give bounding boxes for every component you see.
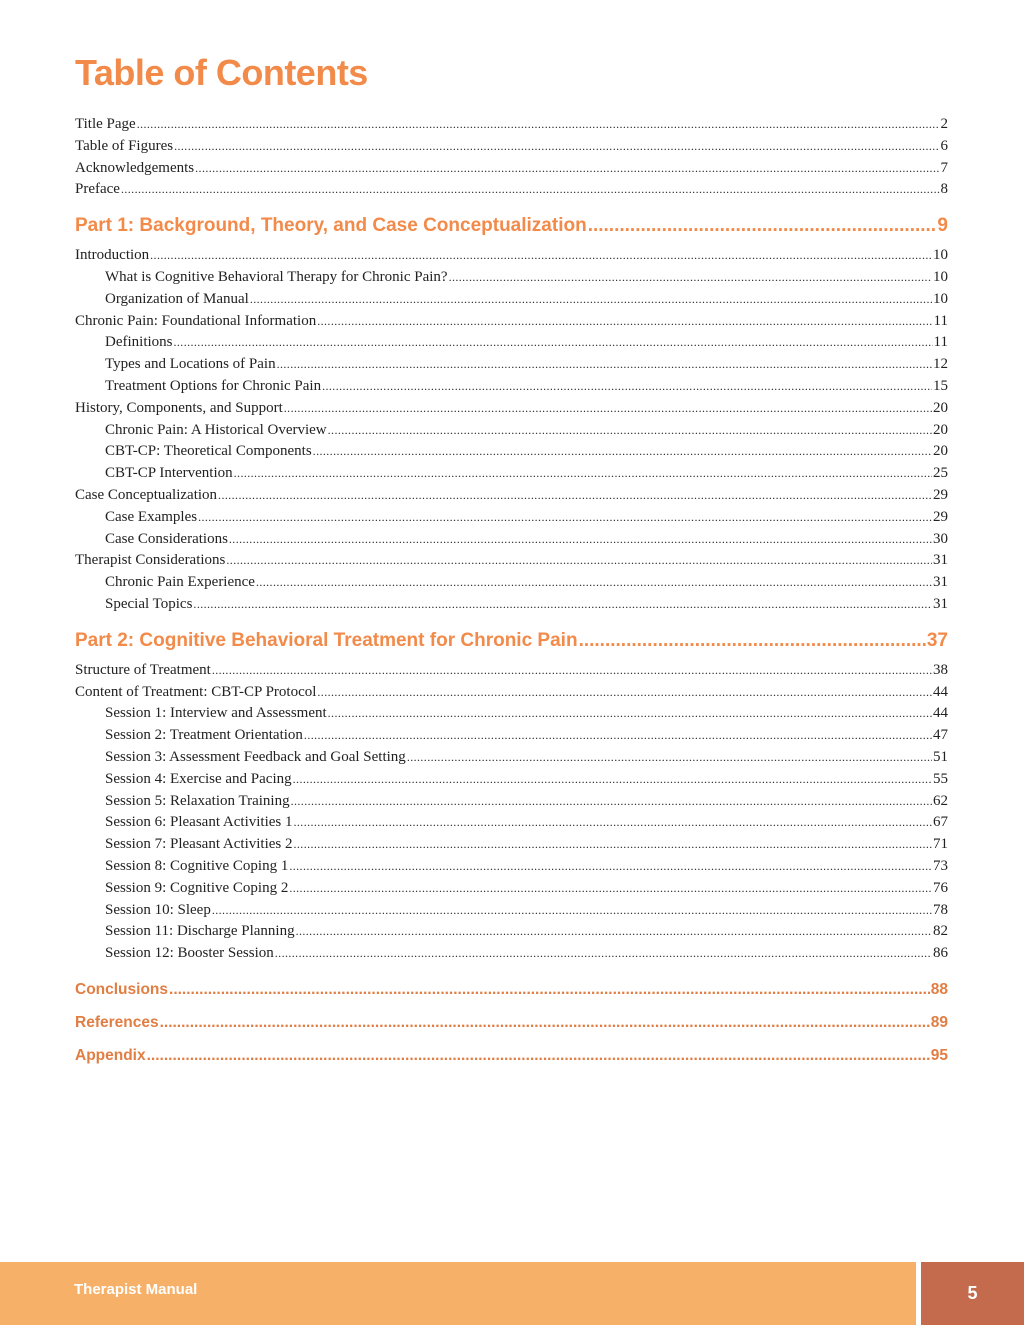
toc-entry[interactable]	[105, 858, 948, 878]
toc-entry-page: 51	[933, 749, 948, 765]
toc-entry-page: 62	[933, 792, 948, 809]
dot-leader	[289, 881, 932, 896]
toc-entry-page: 10	[933, 290, 948, 307]
toc-entry[interactable]	[75, 400, 948, 420]
toc-entry-page: 10	[933, 247, 948, 264]
toc-entry-page: 73	[933, 858, 948, 874]
toc-entry-label: Session 12: Booster Session	[105, 945, 274, 962]
toc-entry[interactable]	[75, 160, 948, 180]
dot-leader	[174, 139, 939, 154]
toc-entry-page: 12	[933, 356, 948, 373]
toc-entry-page: 95	[930, 1047, 948, 1064]
toc-entry-label: Definitions	[105, 334, 173, 351]
dot-leader	[229, 532, 932, 547]
dot-leader	[250, 292, 932, 307]
dot-leader	[174, 335, 933, 350]
toc-entry-page: 15	[933, 378, 948, 394]
toc-entry-page: 71	[933, 836, 948, 853]
toc-entry-label: Session 9: Cognitive Coping 2	[105, 879, 289, 896]
toc-entry-label: History, Components, and Support	[75, 399, 283, 416]
toc-entry[interactable]	[105, 771, 948, 791]
toc-entry[interactable]	[105, 422, 948, 442]
toc-entry-page: 2	[940, 116, 948, 132]
toc-entry-label: Appendix	[75, 1047, 146, 1064]
dot-leader	[147, 1047, 930, 1065]
page-title: Table of Contents	[75, 52, 368, 93]
toc-entry[interactable]	[105, 531, 948, 551]
toc-part-heading[interactable]	[75, 630, 948, 656]
toc-entry[interactable]	[105, 356, 948, 376]
toc-entry[interactable]	[105, 509, 948, 529]
dot-leader	[234, 466, 932, 481]
toc-entry-page: 76	[933, 879, 948, 896]
toc-entry-page: 86	[933, 945, 948, 962]
dot-leader	[193, 597, 932, 612]
toc-entry-label: Session 8: Cognitive Coping 1	[105, 858, 289, 874]
toc-entry[interactable]	[105, 334, 948, 354]
toc-entry-label: Table of Figures	[75, 137, 174, 154]
toc-entry-page: 29	[933, 487, 948, 503]
dot-leader	[160, 1014, 930, 1032]
toc-entry-label: Treatment Options for Chronic Pain	[105, 378, 322, 394]
dot-leader	[198, 510, 932, 525]
dot-leader	[212, 663, 932, 678]
toc-entry-label: Session 11: Discharge Planning	[105, 923, 295, 940]
dot-leader	[150, 248, 932, 263]
dot-leader	[218, 488, 932, 503]
toc-entry-page: 78	[933, 901, 948, 918]
toc-entry-page: 29	[933, 508, 948, 525]
toc-entry-label: Organization of Manual	[105, 290, 249, 307]
dot-leader	[275, 946, 932, 961]
toc-entry-label: Case Conceptualization	[75, 487, 218, 503]
dot-leader	[313, 444, 932, 459]
toc-entry-label: Therapist Considerations	[75, 552, 226, 569]
toc-entry-page: 25	[933, 465, 948, 482]
toc-entry-label: Part 1: Background, Theory, and Case Conceptualization	[75, 215, 587, 237]
dot-leader	[212, 903, 932, 918]
toc-entry-page: 11	[933, 312, 948, 329]
toc-entry-label: What is Cognitive Behavioral Therapy for Chronic Pain?	[105, 269, 448, 285]
toc-entry-label: Content of Treatment: CBT-CP Protocol	[75, 683, 317, 700]
dot-leader	[407, 750, 932, 765]
dot-leader	[322, 379, 932, 394]
toc-entry-label: Session 6: Pleasant Activities 1	[105, 814, 293, 831]
toc-entry-label: Session 2: Treatment Orientation	[105, 727, 303, 744]
dot-leader	[121, 182, 940, 197]
toc-entry-label: Preface	[75, 181, 120, 198]
dot-leader	[328, 423, 932, 438]
toc-entry-page: 44	[933, 683, 948, 700]
dot-leader	[328, 706, 932, 721]
dot-leader	[226, 553, 932, 568]
dot-leader	[169, 981, 930, 999]
dot-leader	[137, 117, 940, 132]
dot-leader	[588, 215, 937, 237]
toc-entry-label: Case Examples	[105, 508, 198, 525]
toc-entry[interactable]	[105, 596, 948, 616]
toc-entry-page: 20	[933, 443, 948, 460]
toc-entry-page: 82	[933, 923, 948, 940]
toc-entry[interactable]	[105, 902, 948, 922]
dot-leader	[296, 924, 932, 939]
toc-entry-label: Special Topics	[105, 596, 193, 612]
dot-leader	[195, 161, 939, 176]
toc-entry-page: 88	[930, 981, 948, 998]
dot-leader	[289, 859, 932, 874]
toc-section-heading[interactable]	[75, 981, 948, 1003]
toc-entry-label: Session 3: Assessment Feedback and Goal Setting	[105, 749, 406, 765]
toc-section-heading[interactable]	[75, 1047, 948, 1069]
toc-entry[interactable]	[105, 749, 948, 769]
page-number: 5	[921, 1262, 1024, 1325]
toc-entry-page: 11	[933, 334, 948, 351]
dot-leader	[304, 728, 932, 743]
toc-entry[interactable]	[105, 880, 948, 900]
toc-entry-label: Case Considerations	[105, 530, 228, 547]
toc-entry[interactable]	[75, 116, 948, 136]
toc-entry-page: 20	[933, 421, 948, 438]
toc-entry-page: 67	[933, 814, 948, 831]
toc-entry-label: Acknowledgements	[75, 159, 195, 176]
toc-entry-label: Conclusions	[75, 981, 169, 998]
toc-entry[interactable]	[75, 552, 948, 572]
toc-entry-label: Chronic Pain Experience	[105, 574, 255, 591]
footer-label: Therapist Manual	[74, 1281, 198, 1298]
toc-entry-label: References	[75, 1014, 159, 1031]
toc-entry-label: Chronic Pain: Foundational Information	[75, 312, 317, 329]
toc-entry-page: 8	[940, 181, 948, 198]
toc-section-heading[interactable]	[75, 1014, 948, 1036]
dot-leader	[277, 357, 932, 372]
toc-entry-page: 44	[933, 705, 948, 722]
toc-entry-label: Session 10: Sleep	[105, 901, 211, 918]
toc-entry[interactable]	[75, 138, 948, 158]
toc-entry-label: Types and Locations of Pain	[105, 356, 276, 373]
toc-entry[interactable]	[105, 378, 948, 398]
dot-leader	[317, 314, 932, 329]
toc-entry[interactable]	[105, 443, 948, 463]
toc-entry-page: 47	[933, 727, 948, 744]
toc-entry-page: 20	[933, 399, 948, 416]
toc-entry-label: Part 2: Cognitive Behavioral Treatment for Chronic Pain	[75, 629, 578, 651]
dot-leader	[449, 270, 932, 285]
toc-entry-page: 9	[937, 215, 948, 237]
dot-leader	[256, 575, 932, 590]
toc-part-heading[interactable]	[75, 215, 948, 241]
dot-leader	[294, 837, 933, 852]
toc-entry-page: 37	[926, 629, 948, 651]
toc-entry[interactable]	[105, 465, 948, 485]
toc-entry-page: 6	[940, 137, 948, 154]
toc-entry-label: Session 5: Relaxation Training	[105, 792, 290, 809]
dot-leader	[293, 772, 932, 787]
toc-entry[interactable]	[75, 313, 948, 333]
toc-entry-page: 89	[930, 1014, 948, 1031]
toc-entry-label: Title Page	[75, 116, 136, 132]
toc-entry[interactable]	[105, 793, 948, 813]
toc-entry[interactable]	[105, 814, 948, 834]
toc-entry[interactable]	[105, 836, 948, 856]
toc-entry-label: Structure of Treatment	[75, 661, 211, 678]
toc-entry[interactable]	[105, 727, 948, 747]
toc-entry[interactable]	[105, 945, 948, 965]
toc-entry[interactable]	[105, 923, 948, 943]
toc-entry-label: CBT-CP: Theoretical Components	[105, 443, 312, 460]
toc-entry-label: CBT-CP Intervention	[105, 465, 233, 482]
toc-entry[interactable]	[75, 247, 948, 267]
toc-entry[interactable]	[105, 269, 948, 289]
toc-entry-label: Session 7: Pleasant Activities 2	[105, 836, 293, 853]
toc-entry-label: Session 1: Interview and Assessment	[105, 705, 327, 722]
toc-entry[interactable]	[75, 684, 948, 704]
toc-entry-page: 31	[933, 552, 948, 569]
dot-leader	[579, 630, 926, 652]
toc-entry-page: 7	[940, 159, 948, 176]
dot-leader	[317, 685, 932, 700]
toc-entry[interactable]	[105, 705, 948, 725]
toc-entry[interactable]	[75, 487, 948, 507]
toc-entry[interactable]	[75, 662, 948, 682]
dot-leader	[294, 815, 933, 830]
toc-entry-page: 31	[933, 596, 948, 612]
dot-leader	[284, 401, 932, 416]
toc-entry-label: Chronic Pain: A Historical Overview	[105, 421, 327, 438]
toc-entry-page: 10	[933, 269, 948, 285]
toc-entry[interactable]	[105, 291, 948, 311]
toc-entry-page: 31	[933, 574, 948, 591]
dot-leader	[291, 794, 932, 809]
toc-entry-label: Introduction	[75, 247, 150, 264]
toc-entry-page: 55	[933, 770, 948, 787]
toc-entry[interactable]	[105, 574, 948, 594]
toc-entry[interactable]	[75, 181, 948, 201]
toc-entry-page: 30	[933, 530, 948, 547]
toc-entry-page: 38	[933, 661, 948, 678]
toc-entry-label: Session 4: Exercise and Pacing	[105, 770, 292, 787]
